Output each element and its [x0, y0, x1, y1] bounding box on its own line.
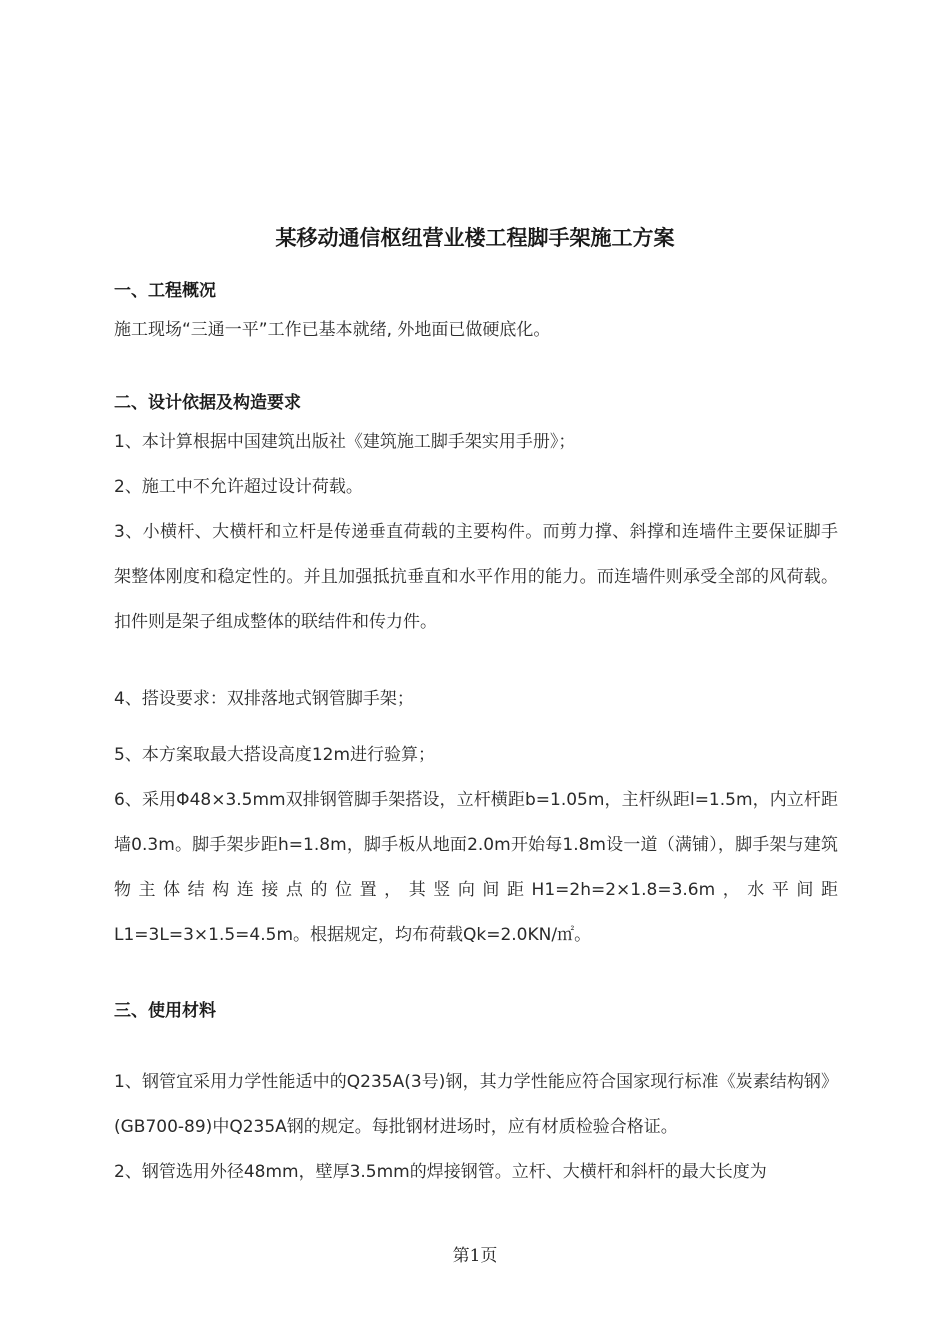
page-number: 第1页: [452, 1246, 498, 1266]
section-3-heading: 三、使用材料: [114, 1001, 216, 1021]
document-title: 某移动通信枢纽营业楼工程脚手架施工方案: [275, 226, 675, 250]
section-2-item-2: 2、施工中不允许超过设计荷载。: [114, 477, 363, 497]
section-2-item-4: 4、搭设要求：双排落地式钢管脚手架；: [114, 689, 414, 709]
section-1-paragraph: 施工现场“三通一平”工作已基本就绪, 外地面已做硬底化。: [114, 320, 551, 340]
section-2-heading: 二、设计依据及构造要求: [114, 393, 301, 413]
section-2-item-5: 5、本方案取最大搭设高度12m进行验算；: [114, 745, 436, 765]
section-2-item-3: 3、小横杆、大横杆和立杆是传递垂直荷载的主要构件。而剪力撑、斜撑和连墙件主要保证脚手架整体刚度和稳定性的。并且加强抵抗垂直和水平作用的能力。而连墙件则承受全部的风荷载。扣件则是架子组成整体的联结件和传力件。: [114, 522, 838, 632]
section-1-heading: 一、工程概况: [114, 281, 216, 301]
section-3-item-1: 1、钢管宜采用力学性能适中的Q235A(3号)钢，其力学性能应符合国家现行标准《炭素结构钢》(GB700-89)中Q235A钢的规定。每批钢材进场时，应有材质检验合格证。: [114, 1072, 838, 1137]
section-3-item-2: 2、钢管选用外径48mm，壁厚3.5mm的焊接钢管。立杆、大横杆和斜杆的最大长度为: [114, 1162, 767, 1182]
section-2-item-1: 1、本计算根据中国建筑出版社《建筑施工脚手架实用手册》；: [114, 432, 576, 452]
section-2-item-6: 6、采用Φ48×3.5mm双排钢管脚手架搭设，立杆横距b=1.05m，主杆纵距l=1.5m，内立杆距墙0.3m。脚手架步距h=1.8m，脚手板从地面2.0m开始每1.8m设一道（满铺），脚手架与建筑物主体结构连接点的位置，其竖向间距H1=2h=2×1.8=3.6m，水平间距L1=3L=3×1.5=4.5m。根据规定，均布荷载Qk=2.0KN/㎡。: [114, 790, 838, 945]
